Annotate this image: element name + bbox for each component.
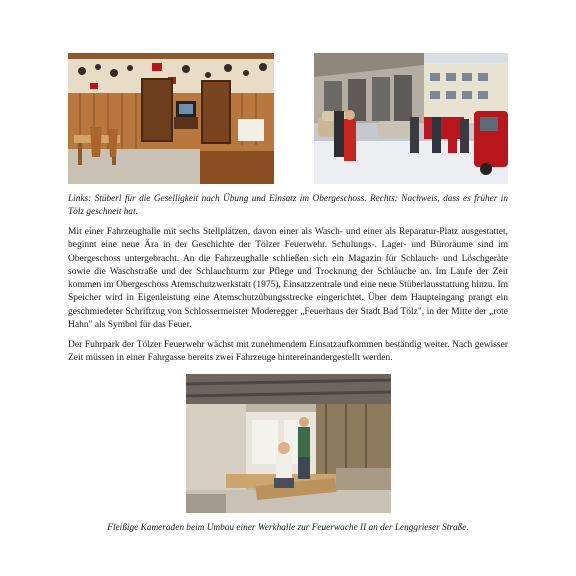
body-paragraph-2: Der Fuhrpark der Tölzer Feuerwehr wächst mit zunehmendem Einsatzaufkommen beständig weiter. Nach gewisser Zeit müssen in einer Fahrgasse bereits zwei Fahrzeuge hintereinandergestellt werden. <box>68 340 508 364</box>
photo-stueberl <box>68 53 274 184</box>
photo-snow-courtyard <box>314 53 508 184</box>
photo-caption-top: Links: Stüberl für die Geselligkeit nach Übung und Einsatz im Obergeschoss. Rechts: Nachweis, dass es früher in Tölz geschneit hat. <box>68 194 508 217</box>
photo-workshop-renovation <box>186 374 391 513</box>
photo-caption-bottom: Fleißige Kameraden beim Umbau einer Werkhalle zur Feuerwache II an der Lenggrieser Straße. <box>107 523 469 533</box>
body-paragraph-1: Mit einer Fahrzeughalle mit sechs Stellplätzen, davon einer als Wasch- und einer als Reparatur-Platz ausgestattet, beginnt eine neue Ära in der Geschichte der Tölzer Feuerwehr. Schulungs-. Lager- und Büroräume sind im Obergeschoss untergebracht. An die Fahrzeughalle schließen sich ein Magazin für Schlauch- und Löschgeräte sowie die Waschstraße und der Schlauchturm zur Pflege und Trocknung der Schläuche an. Im Laufe der Zeit kommen im Obergeschoss Atemschutzwerkstatt (1975), Einsatzzentrale und eine neue Stüberlausstattung hinzu. Im Speicher wird in Eigenleistung eine Atemschutzübungsstrecke eingerichtet. Über dem Haupteingang prangt ein geschmiedeter Schriftzug von Schlossermeister Moderegger „Feuerhaus der Stadt Bad Tölz", in der Mitte der „rote Hahn" als Symbol für das Feuer. <box>68 227 508 331</box>
